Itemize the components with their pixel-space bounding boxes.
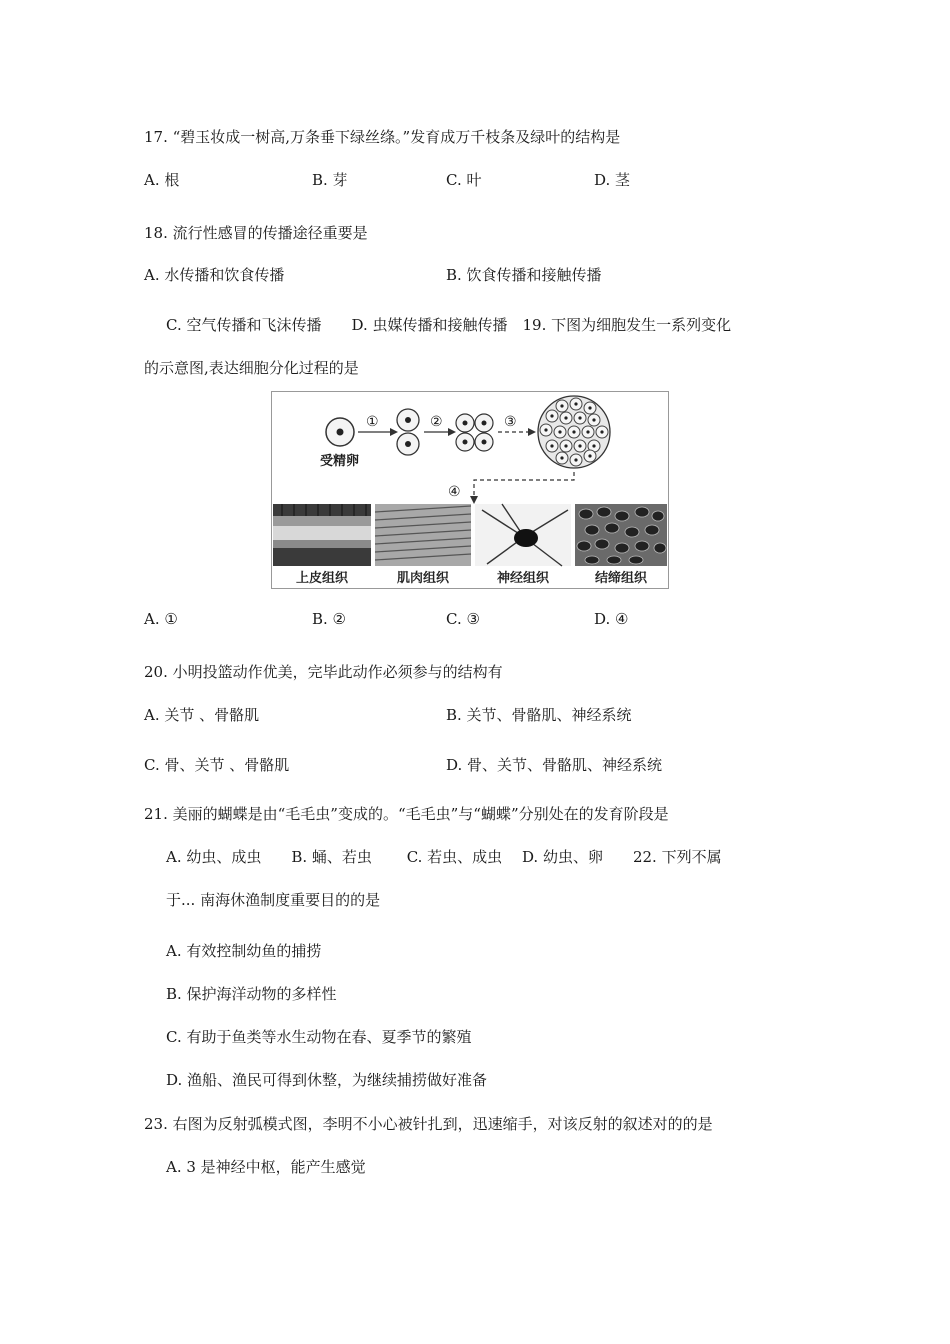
- step-4-label: ④: [448, 484, 461, 500]
- q17-option-a: A. 根: [144, 171, 180, 189]
- q22-option-b: B. 保护海洋动物的多样性: [166, 985, 337, 1003]
- q19-stem-continued: 的示意图,表达细胞分化过程的是: [144, 359, 359, 377]
- q20-option-d: D. 骨、关节、骨骼肌、神经系统: [446, 756, 663, 774]
- q17-option-c: C. 叶: [446, 171, 482, 189]
- cell-differentiation-figure: [271, 391, 669, 589]
- q18-option-b: B. 饮食传播和接触传播: [446, 266, 602, 284]
- q18-option-a: A. 水传播和饮食传播: [144, 266, 285, 284]
- q19-option-a: A. ①: [144, 610, 178, 628]
- q22-option-c: C. 有助于鱼类等水生动物在春、夏季节的繁殖: [166, 1028, 472, 1046]
- tissue-label-muscle: 肌肉组织: [396, 571, 449, 586]
- q23-stem: 23. 右图为反射弧模式图，李明不小心被针扎到，迅速缩手，对该反射的叙述对的的是: [144, 1115, 713, 1133]
- muscle-tissue-image: [375, 504, 471, 566]
- epithelial-tissue-image: [273, 504, 371, 566]
- fertilized-egg-icon: [326, 418, 354, 446]
- tissue-label-epithelial: 上皮组织: [295, 571, 348, 586]
- fertilized-egg-label: 受精卵: [320, 454, 360, 469]
- step-3-label: ③: [504, 414, 517, 430]
- tissue-label-connective: 结缔组织: [594, 571, 647, 586]
- cell-division-diagram: [272, 392, 668, 588]
- q21-options-and-q22-stem: A. 幼虫、成虫 B. 蛹、若虫 C. 若虫、成虫 D. 幼虫、卵 22. 下列不属: [166, 848, 722, 866]
- nerve-tissue-image: [475, 504, 571, 566]
- q22-option-d: D. 渔船、渔民可得到休整，为继续捕捞做好准备: [166, 1071, 488, 1089]
- q19-option-d: D. ④: [594, 610, 629, 628]
- tissue-label-nerve: 神经组织: [496, 571, 549, 586]
- q18-stem: 18. 流行性感冒的传播途径重要是: [144, 224, 368, 242]
- q20-option-c: C. 骨、关节 、骨骼肌: [144, 756, 290, 774]
- step-1-label: ①: [366, 414, 379, 430]
- cell-mass-icon: [538, 396, 610, 468]
- q17-stem: 17. “碧玉妆成一树高,万条垂下绿丝绦。”发育成万千枝条及绿叶的结构是: [144, 128, 621, 146]
- q19-option-c: C. ③: [446, 610, 480, 628]
- q22-stem-continued: 于... 南海休渔制度重要目的的是: [166, 891, 381, 909]
- step-2-label: ②: [430, 414, 443, 430]
- connective-tissue-image: [575, 504, 667, 566]
- q21-stem: 21. 美丽的蝴蝶是由“毛毛虫”变成的。“毛毛虫”与“蝴蝶”分别处在的发育阶段是: [144, 805, 669, 823]
- arrow-4-icon: [474, 472, 574, 496]
- q17-option-d: D. 茎: [594, 171, 631, 189]
- q23-option-a: A. 3 是神经中枢，能产生感觉: [166, 1158, 366, 1176]
- q18-options-cd-and-q19-stem: C. 空气传播和飞沫传播 D. 虫媒传播和接触传播 19. 下图为细胞发生一系列变化: [166, 316, 732, 334]
- four-cell-stage-icon: [456, 414, 493, 451]
- q22-option-a: A. 有效控制幼鱼的捕捞: [166, 942, 322, 960]
- two-cell-stage-icon: [397, 409, 419, 455]
- q20-option-a: A. 关节 、骨骼肌: [144, 706, 260, 724]
- q19-option-b: B. ②: [312, 610, 347, 628]
- q20-option-b: B. 关节、骨骼肌、神经系统: [446, 706, 632, 724]
- q17-option-b: B. 芽: [312, 171, 348, 189]
- q20-stem: 20. 小明投篮动作优美，完毕此动作必须参与的结构有: [144, 663, 503, 681]
